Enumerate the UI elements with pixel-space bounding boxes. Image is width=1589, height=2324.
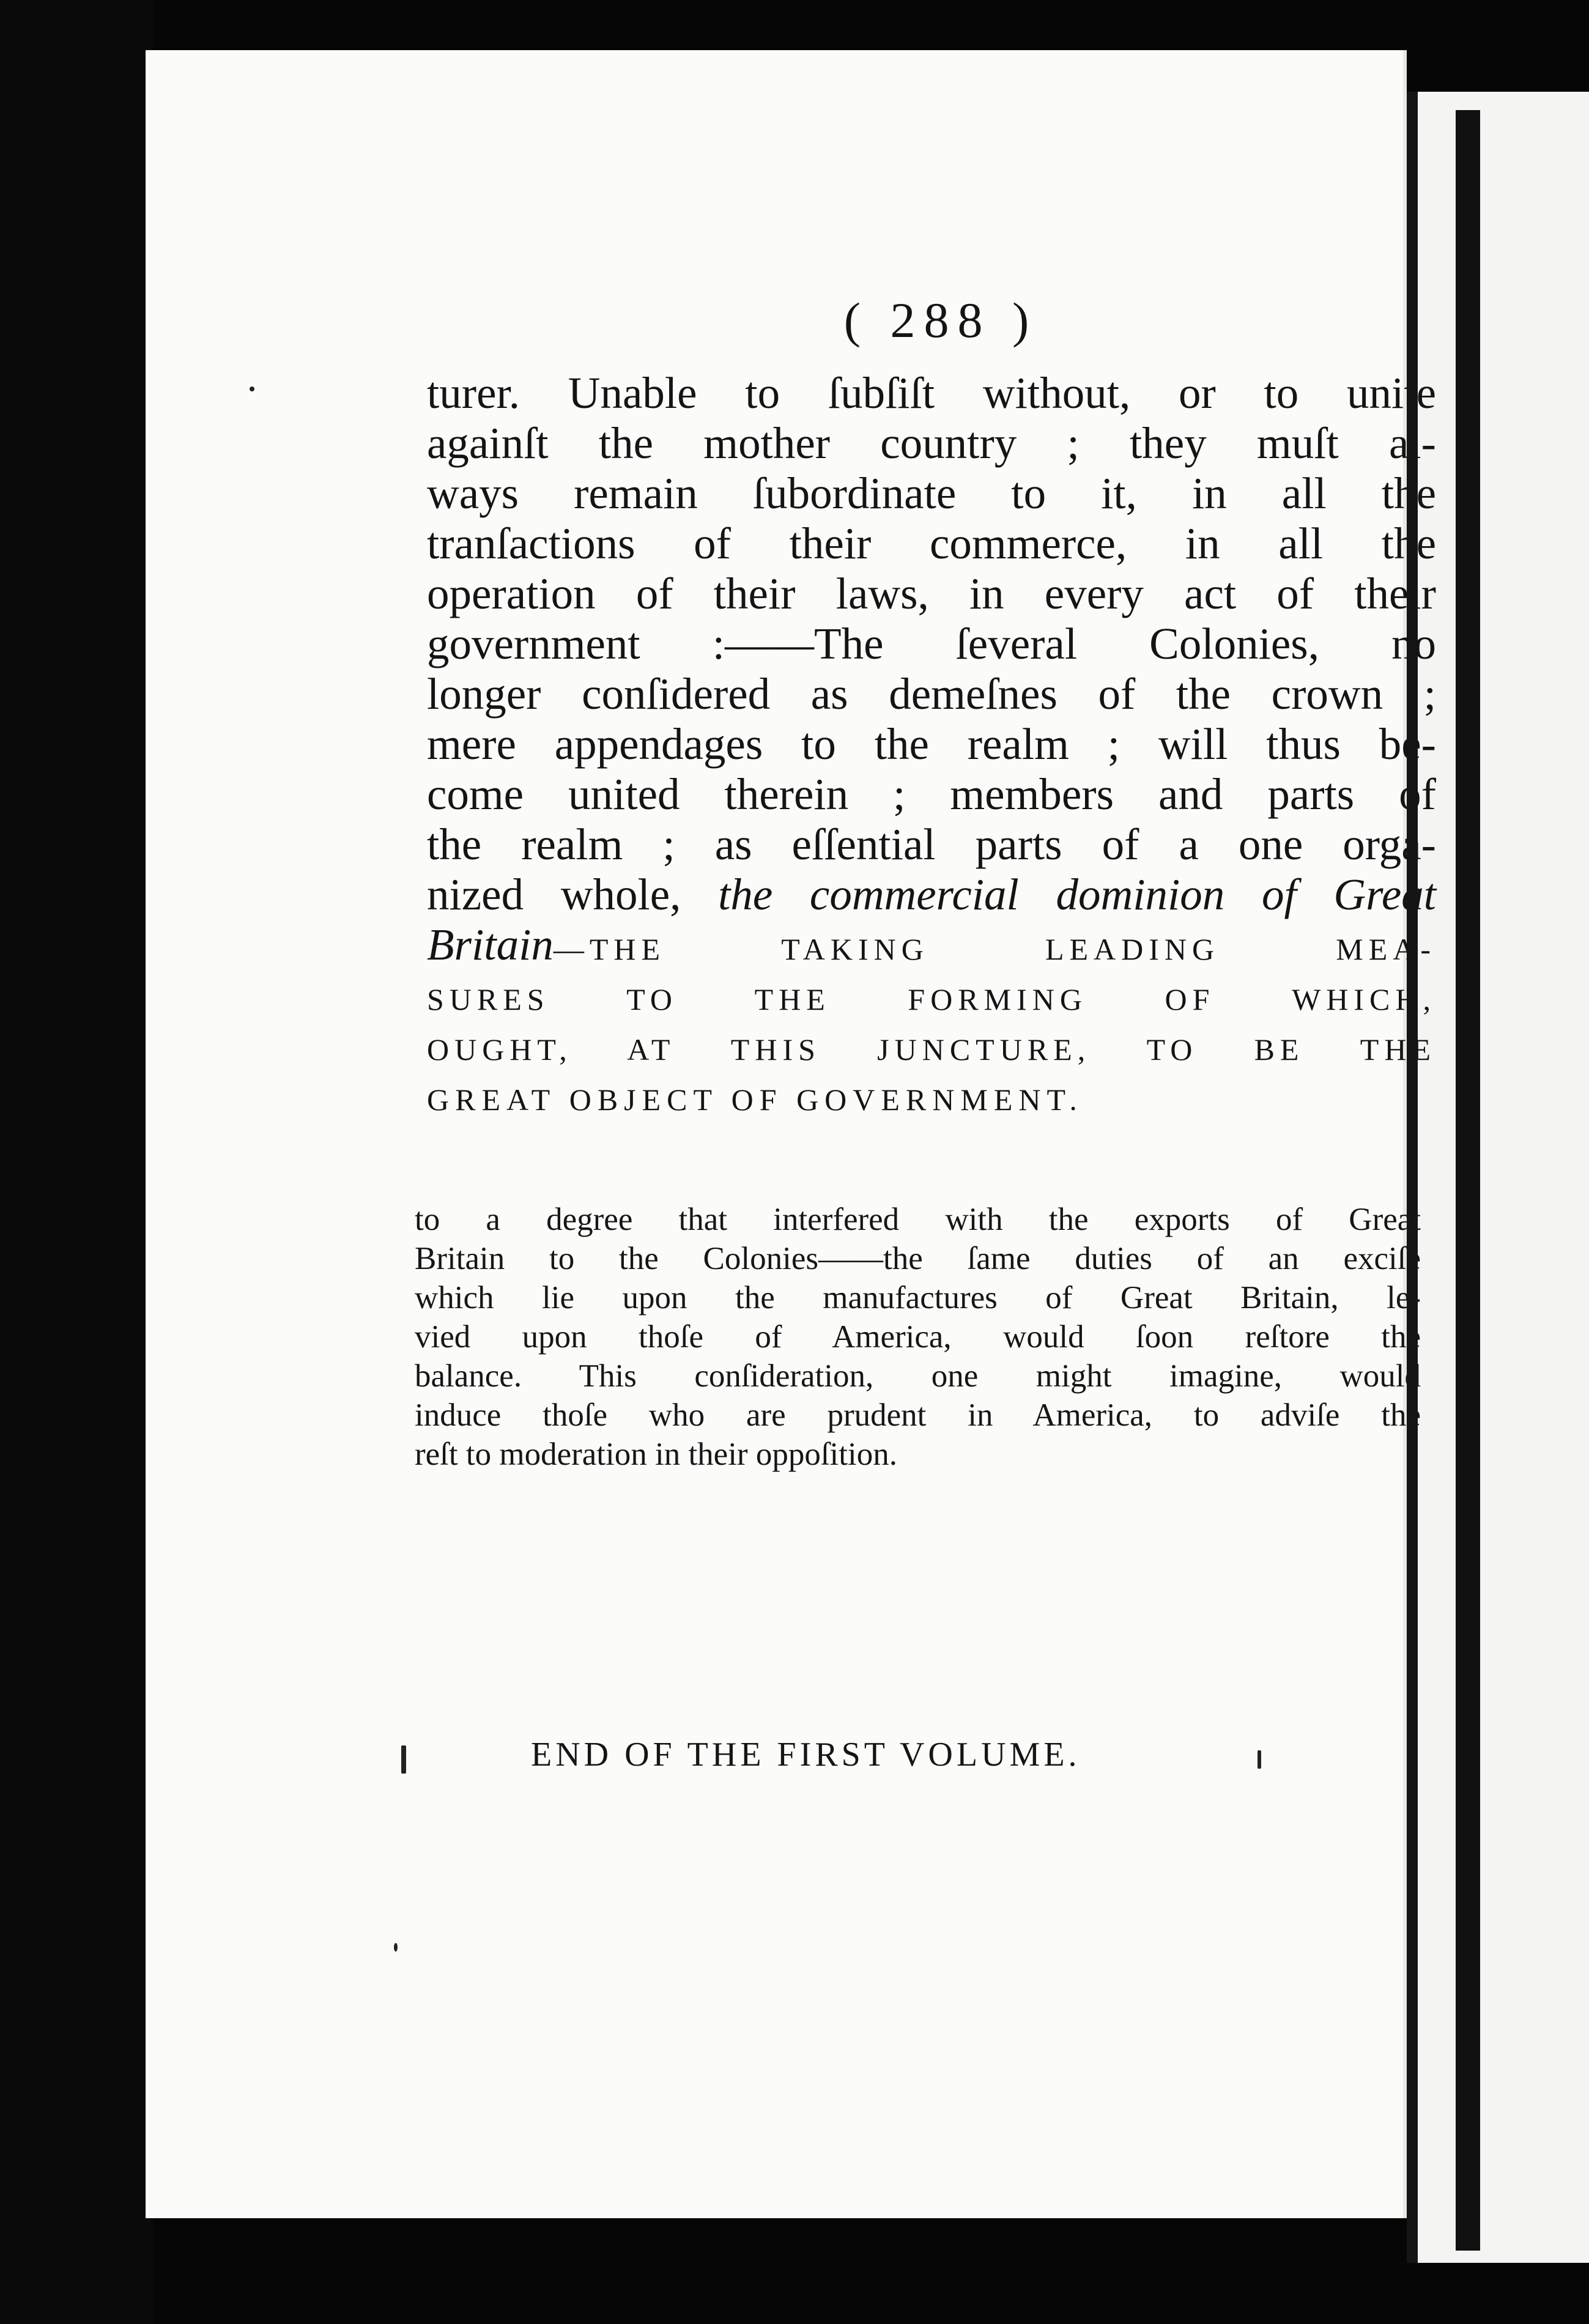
italic-phrase: Britain xyxy=(427,920,554,969)
body-line: operation of their laws, in every act of their xyxy=(427,569,1436,618)
binding-gutter xyxy=(1456,110,1480,2251)
body-text: nized whole, xyxy=(427,870,719,919)
ink-speck xyxy=(401,1745,406,1774)
body-line: the realm ; as eſſential parts of a one orga- xyxy=(427,820,1436,869)
footnote-line: balance. This conſideration, one might imagine, would xyxy=(415,1358,1421,1394)
small-caps-line: SURES TO THE FORMING OF WHICH, xyxy=(427,982,1436,1016)
body-line: ways remain ſubordinate to it, in all the xyxy=(427,468,1436,518)
italic-phrase: the commercial dominion of Great xyxy=(718,870,1437,919)
end-of-volume-label: END OF THE FIRST VOLUME. xyxy=(531,1736,1081,1774)
body-line: longer conſidered as demeſnes of the crown ; xyxy=(427,669,1436,719)
body-line: come united therein ; members and parts of xyxy=(427,769,1436,819)
main-text xyxy=(427,368,1436,1125)
footnote xyxy=(415,1200,1421,1474)
body-line xyxy=(427,870,1436,920)
footnote-line: which lie upon the manufactures of Great Britain, le- xyxy=(415,1280,1421,1316)
body-line: againſt the mother country ; they muſt al- xyxy=(427,418,1436,468)
footnote-line: to a degree that interfered with the exports of Great xyxy=(415,1202,1421,1237)
book-page xyxy=(146,50,1437,2218)
ink-speck xyxy=(394,1943,398,1952)
footnote-line: induce thoſe who are prudent in America, to adviſe the xyxy=(415,1397,1421,1433)
footnote-line: Britain to the Colonies——the ſame duties of an exciſe xyxy=(415,1241,1421,1276)
book-cover-edge xyxy=(0,0,153,2324)
small-caps-text: —THE TAKING LEADING MEA- xyxy=(553,932,1436,966)
body-line xyxy=(427,920,1436,974)
small-caps-line: GREAT OBJECT OF GOVERNMENT. xyxy=(427,1082,1083,1117)
ink-speck xyxy=(1257,1750,1261,1769)
body-line: turer. Unable to ſubſiſt without, or to unite xyxy=(427,368,1436,418)
small-caps-line: OUGHT, AT THIS JUNCTURE, TO BE THE xyxy=(427,1032,1436,1067)
body-line: mere appendages to the realm ; will thus be- xyxy=(427,719,1436,769)
footnote-line: reſt to moderation in their oppoſition. xyxy=(415,1437,897,1472)
footnote-line: vied upon thoſe of America, would ſoon reſtore the xyxy=(415,1319,1421,1355)
body-line: tranſactions of their commerce, in all the xyxy=(427,519,1436,568)
body-line: government :——The ſeveral Colonies, no xyxy=(427,619,1436,668)
page-number: ( 288 ) xyxy=(843,292,1038,348)
ink-speck xyxy=(250,387,254,391)
